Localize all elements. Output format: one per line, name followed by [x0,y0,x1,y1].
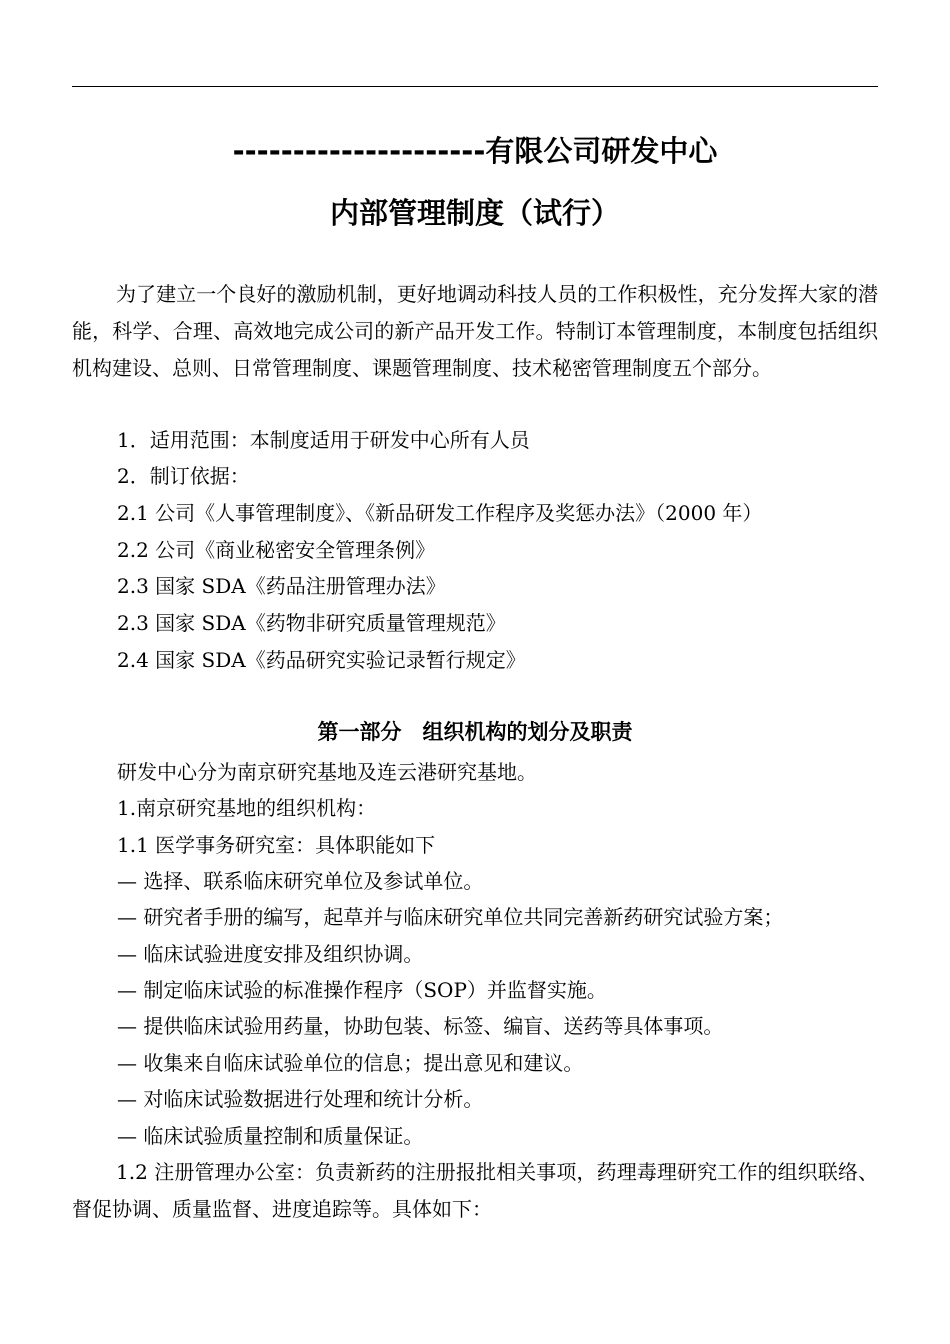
duty-item: — 对临床试验数据进行处理和统计分析。 [117,1087,484,1111]
duty-item: — 收集来自临床试验单位的信息；提出意见和建议。 [117,1051,584,1075]
basis-item: 2．制订依据： [117,464,250,488]
basis-item: 2.3 国家 SDA《药物非研究质量管理规范》 [117,611,506,635]
duty-item: — 选择、联系临床研究单位及参试单位。 [117,869,484,893]
section-heading: 第一部分 组织机构的划分及职责 [317,720,633,744]
document-title-line2: 内部管理制度（试行） [329,196,620,230]
header-rule [72,86,878,87]
basis-item: 2.2 公司《商业秘密安全管理条例》 [117,538,436,562]
duty-item: — 提供临床试验用药量，协助包装、标签、编盲、送药等具体事项。 [117,1014,724,1038]
basis-item: 1．适用范围：本制度适用于研发中心所有人员 [117,428,530,452]
section-line: 1.1 医学事务研究室：具体职能如下 [117,833,436,857]
duty-item: — 临床试验进度安排及组织协调。 [117,942,424,966]
duty-item: — 制定临床试验的标准操作程序（SOP）并监督实施。 [117,978,607,1002]
section-line: 1.南京研究基地的组织机构： [117,796,377,820]
basis-item: 2.3 国家 SDA《药品注册管理办法》 [117,574,446,598]
basis-item: 2.4 国家 SDA《药品研究实验记录暂行规定》 [117,648,526,672]
section-line: 研发中心分为南京研究基地及连云港研究基地。 [117,760,537,784]
duty-item: — 研究者手册的编写，起草并与临床研究单位共同完善新药研究试验方案； [117,905,784,929]
duty-item: — 临床试验质量控制和质量保证。 [117,1124,424,1148]
intro-paragraph: 为了建立一个良好的激励机制，更好地调动科技人员的工作积极性，充分发挥大家的潜能，科学、合理、高效地完成公司的新产品开发工作。特制订本管理制度，本制度包括组织机构建设、总则、日常管理制度、课题管理制度、技术秘密管理制度五个部分。 [72,282,878,380]
registration-office-paragraph: 1.2 注册管理办公室：负责新药的注册报批相关事项，药理毒理研究工作的组织联络、督促协调、质量监督、进度追踪等。具体如下： [72,1160,878,1221]
document-title-line1: ---------------------有限公司研发中心 [232,134,718,168]
basis-item: 2.1 公司《人事管理制度》、《新品研发工作程序及奖惩办法》（2000 年） [117,501,763,525]
